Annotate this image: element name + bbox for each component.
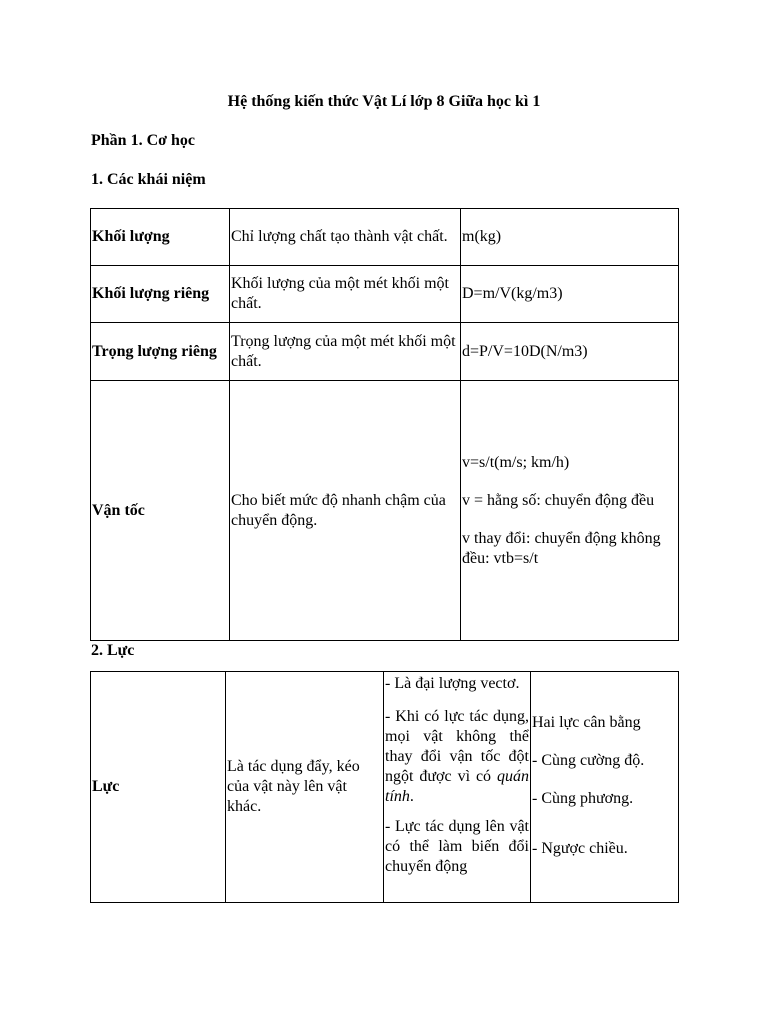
formula-cell: d=P/V=10D(N/m3)	[461, 323, 679, 381]
balance-line: - Ngược chiều.	[532, 840, 628, 857]
term-cell: Trọng lượng riêng	[91, 323, 230, 381]
section-heading-force: 2. Lực	[91, 642, 135, 659]
property-line: - Lực tác dụng lên vật có thể làm biến đổi chuyển động	[385, 818, 529, 875]
table-row	[91, 209, 679, 266]
table-row	[91, 672, 679, 903]
table-row	[91, 266, 679, 323]
formula-line: v thay đổi: chuyển động không đều: vtb=s/t	[462, 529, 661, 567]
definition-cell: Cho biết mức độ nhanh chậm của chuyển động.	[230, 381, 461, 641]
concepts-table	[90, 208, 679, 641]
term-cell: Lực	[91, 672, 226, 903]
term-cell: Khối lượng riêng	[91, 266, 230, 323]
formula-line: v=s/t(m/s; km/h)	[462, 453, 570, 471]
term-cell: Vận tốc	[91, 381, 230, 641]
part-heading: Phần 1. Cơ học	[91, 132, 195, 149]
document-title: Hệ thống kiến thức Vật Lí lớp 8 Giữa học kì 1	[227, 93, 541, 110]
properties-cell	[384, 672, 531, 903]
formula-cell	[461, 381, 679, 641]
balance-line: - Cùng phương.	[532, 790, 634, 807]
formula-cell: m(kg)	[461, 209, 679, 266]
section-heading-concepts: 1. Các khái niệm	[91, 171, 206, 188]
balance-line: Hai lực cân bằng	[532, 714, 641, 731]
table-row	[91, 381, 679, 641]
balance-cell	[531, 672, 679, 903]
balance-line: - Cùng cường độ.	[532, 752, 645, 769]
definition-cell: Trọng lượng của một mét khối một chất.	[230, 323, 461, 381]
emphasis-text: quán tính	[385, 768, 529, 805]
table-row	[91, 323, 679, 381]
term-cell: Khối lượng	[91, 209, 230, 266]
formula-line: v = hằng số: chuyển động đều	[462, 491, 655, 509]
force-table	[90, 671, 679, 903]
property-line: - Là đại lượng vectơ.	[385, 675, 520, 692]
definition-cell: Chỉ lượng chất tạo thành vật chất.	[230, 209, 461, 266]
formula-cell: D=m/V(kg/m3)	[461, 266, 679, 323]
property-line: - Khi có lực tác dụng, mọi vật không thể thay đổi vận tốc đột ngột được vì có quán tính.	[385, 708, 529, 805]
definition-cell: Là tác dụng đẩy, kéo của vật này lên vật khác.	[226, 672, 384, 903]
definition-cell: Khối lượng của một mét khối một chất.	[230, 266, 461, 323]
